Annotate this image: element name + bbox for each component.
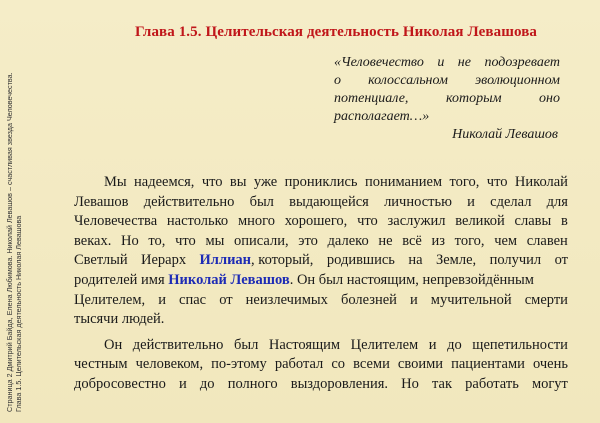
word: и bbox=[179, 375, 187, 392]
word: личностью bbox=[384, 193, 452, 210]
word: всеми bbox=[353, 356, 390, 373]
word: в bbox=[561, 213, 568, 230]
word: Левашов bbox=[74, 193, 129, 210]
word: надеемся, bbox=[134, 174, 195, 190]
word: настолько bbox=[166, 213, 229, 230]
paragraph-line bbox=[74, 173, 568, 193]
word: подозревает bbox=[484, 55, 560, 70]
word: и bbox=[428, 336, 437, 353]
word: действительно bbox=[143, 193, 235, 210]
word: получил bbox=[489, 252, 542, 269]
epigraph-line bbox=[334, 72, 560, 90]
sidebar-running-header: Страница 2 Дмитрий Байда, Елена Любимова. Николай Левашов – счастливая звезда Человечества. bbox=[5, 72, 14, 412]
word: честным bbox=[74, 356, 128, 373]
word: Земле, bbox=[435, 252, 477, 269]
word: родившись bbox=[326, 252, 395, 269]
word: «Человечество bbox=[334, 55, 424, 70]
word: Настоящим bbox=[268, 336, 341, 353]
word: действительно bbox=[132, 336, 224, 353]
word: по-этому bbox=[211, 356, 267, 373]
word: много bbox=[237, 213, 275, 230]
word: эволюционном bbox=[475, 73, 560, 88]
paragraph-line bbox=[74, 271, 568, 291]
word: выдающейся bbox=[289, 193, 369, 210]
word: от bbox=[554, 252, 568, 269]
word: Но bbox=[401, 375, 419, 392]
word: мы bbox=[205, 232, 225, 249]
epigraph-line bbox=[334, 90, 560, 108]
word: добросовестно bbox=[74, 375, 166, 392]
word: Николай bbox=[514, 174, 568, 190]
word: от bbox=[219, 291, 233, 308]
body-text bbox=[74, 173, 568, 395]
word: оно bbox=[539, 91, 560, 106]
paragraph-line bbox=[74, 375, 568, 395]
word: своими bbox=[397, 356, 444, 373]
epigraph-line: располагает…» bbox=[334, 109, 430, 124]
word: Он bbox=[104, 336, 123, 353]
word: того, bbox=[454, 232, 485, 249]
word: Целителем, bbox=[74, 291, 146, 308]
word: не bbox=[378, 232, 393, 249]
word: выздоровления. bbox=[290, 375, 389, 392]
word: сделал bbox=[490, 193, 532, 210]
word: из bbox=[431, 232, 446, 249]
word: мучительной bbox=[430, 291, 512, 308]
epigraph-line bbox=[334, 54, 560, 72]
word: до bbox=[199, 375, 215, 392]
word: Светлый bbox=[74, 252, 128, 269]
highlighted-name-illian: Иллиан, который, bbox=[199, 252, 314, 269]
word: пониманием bbox=[364, 174, 443, 190]
word: человеком, bbox=[135, 356, 204, 373]
word: Иерарх bbox=[141, 252, 187, 269]
epigraph-author: Николай Левашов bbox=[452, 127, 558, 142]
paragraph-line bbox=[74, 355, 568, 375]
line-text: родителей имя bbox=[74, 271, 169, 288]
word: Мы bbox=[104, 174, 127, 190]
highlighted-name-levashov: Николай Левашов bbox=[168, 271, 290, 288]
paragraph-line bbox=[74, 291, 568, 311]
word: и bbox=[467, 193, 475, 210]
word: неизлечимых bbox=[245, 291, 328, 308]
epigraph-quote bbox=[334, 54, 560, 144]
paragraph-line bbox=[74, 212, 568, 232]
word: так bbox=[432, 375, 453, 392]
word: полного bbox=[227, 375, 278, 392]
paragraph-line bbox=[74, 193, 568, 213]
word: хорошего, bbox=[284, 213, 348, 230]
word: Человечества bbox=[74, 213, 158, 230]
line-text: . Он был настоящим, непревзойдённым bbox=[289, 271, 534, 288]
word: то, bbox=[148, 232, 166, 249]
word: всё bbox=[402, 232, 422, 249]
paragraph-line bbox=[74, 251, 568, 271]
sidebar-chapter-label: Глава 1.5. Целительская деятельность Николая Левашова bbox=[14, 215, 23, 412]
word: прониклись bbox=[284, 174, 358, 190]
word: могут bbox=[531, 375, 568, 392]
word: чем bbox=[494, 232, 518, 249]
word: спас bbox=[179, 291, 207, 308]
word: славы bbox=[514, 213, 552, 230]
word: это bbox=[298, 232, 318, 249]
word: пациентами bbox=[451, 356, 525, 373]
word: и bbox=[409, 291, 418, 308]
word: что bbox=[357, 213, 378, 230]
word: для bbox=[546, 193, 568, 210]
word: был bbox=[233, 336, 259, 353]
chapter-title: Глава 1.5. Целительская деятельность Николая Левашова bbox=[134, 24, 537, 40]
word: которым bbox=[445, 91, 502, 106]
word: работать bbox=[465, 375, 519, 392]
word: работал bbox=[274, 356, 324, 373]
word: смерти bbox=[524, 291, 568, 308]
word: заслужил bbox=[387, 213, 446, 230]
word: потенциале, bbox=[334, 91, 409, 106]
word: уже bbox=[253, 174, 278, 190]
word: далеко bbox=[327, 232, 369, 249]
word: был bbox=[249, 193, 274, 210]
word: болезней bbox=[340, 291, 397, 308]
word: не bbox=[457, 55, 471, 70]
word: и bbox=[437, 55, 445, 70]
word: того, bbox=[449, 174, 480, 190]
paragraph-line bbox=[74, 336, 568, 356]
word: описали, bbox=[234, 232, 289, 249]
word: славен bbox=[526, 232, 568, 249]
word: до bbox=[447, 336, 462, 353]
word: о bbox=[334, 73, 341, 88]
word: великой bbox=[455, 213, 505, 230]
word: что bbox=[175, 232, 196, 249]
word: веках. bbox=[74, 232, 112, 249]
word: Целителем bbox=[350, 336, 419, 353]
word: что bbox=[201, 174, 223, 190]
word: вы bbox=[229, 174, 247, 190]
paragraph-line bbox=[74, 232, 568, 252]
word: очень bbox=[532, 356, 568, 373]
word: на bbox=[408, 252, 423, 269]
word: со bbox=[331, 356, 346, 373]
paragraph-line: тысячи людей. bbox=[74, 311, 165, 328]
word: и bbox=[158, 291, 166, 308]
word: щепетильности bbox=[472, 336, 568, 353]
page-sidebar bbox=[0, 0, 46, 423]
word: что bbox=[486, 174, 508, 190]
word: Но bbox=[121, 232, 139, 249]
word: колоссальном bbox=[368, 73, 448, 88]
